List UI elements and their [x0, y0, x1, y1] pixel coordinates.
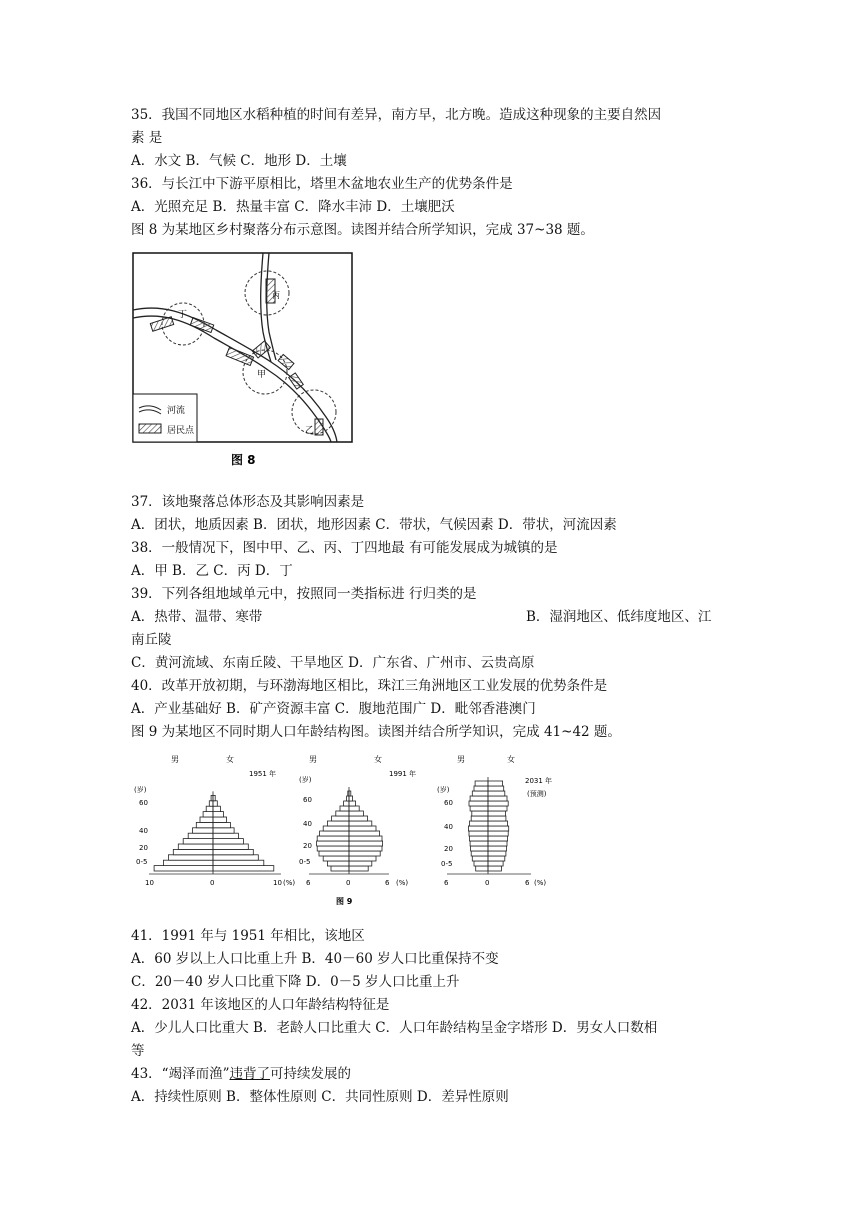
pyramid-2031-ytick-0-5: 0-5 [441, 860, 453, 868]
pyramid-1991-female-bar-5 [349, 841, 383, 846]
pyramid-2031-female-bar-16 [488, 786, 504, 791]
pyramid-2031-female-bar-1 [488, 861, 503, 866]
pyramid-1991-female-bar-9 [349, 821, 372, 826]
pyramid-2031-female-bar-12 [488, 806, 507, 811]
pyramid-2031-male-bar-10 [471, 816, 488, 821]
pyramid-1991-female-bar-7 [349, 831, 380, 836]
pyramid-1991-percent-unit: (%) [396, 879, 409, 887]
pyramid-2031-male-bar-11 [472, 811, 488, 816]
pyramid-1991-female-bar-1 [349, 861, 372, 866]
pyramid-1951-male-bar-11 [206, 806, 213, 811]
pyramid-1951-female-bar-4 [213, 844, 248, 849]
question-40-options: A．产业基础好 B．矿产资源丰富 C．腹地范围广 D．毗邻香港澳门 [131, 701, 536, 717]
pyramid-1951-ytick-20: 20 [139, 844, 148, 852]
question-38-stem: 38．一般情况下，图中甲、乙、丙、丁四地最 有可能发展成为城镇的是 [131, 540, 558, 556]
pyramid-1951-male-bar-12 [209, 801, 213, 806]
pyramid-1951-female-bar-0 [213, 866, 274, 871]
question-39-options-cd: C．黄河流域、东南丘陵、干旱地区 D．广东省、广州市、云贵高原 [131, 655, 535, 671]
pyramid-1951-female-bar-9 [213, 817, 227, 822]
pyramid-1951-ytick-60: 60 [139, 799, 148, 807]
pyramid-1951-male-bar-9 [200, 817, 213, 822]
pyramid-1951-ytick-40: 40 [139, 827, 148, 835]
pyramid-1991-female-bar-3 [349, 851, 380, 856]
pyramid-2031-female-bar-9 [488, 821, 508, 826]
pyramid-1991-male-bar-10 [332, 816, 349, 821]
pyramid-2031-female-bar-0 [488, 866, 501, 871]
pyramid-2031-female-bar-13 [488, 801, 508, 806]
pyramid-1991-female-bar-2 [349, 856, 376, 861]
pyramid-1991-female-bar-14 [349, 796, 353, 801]
pyramid-1991-female-bar-11 [349, 811, 363, 816]
pyramid-1951-male-bar-5 [183, 839, 213, 844]
pyramid-1991-xtick-right: 6 [385, 879, 390, 887]
pyramid-1991-female-bar-10 [349, 816, 368, 821]
pyramid-1951-male-bar-2 [168, 855, 213, 860]
pyramid-2031-male-bar-9 [470, 821, 489, 826]
pyramid-1991-ytick-40: 40 [303, 820, 312, 828]
pyramid-1991-male-bar-11 [336, 811, 349, 816]
pyramid-2031-female-label: 女 [507, 755, 515, 764]
pyramid-2031-female-bar-17 [488, 781, 503, 786]
pyramid-1991-male-bar-7 [320, 831, 349, 836]
pyramid-1991-male-bar-4 [317, 846, 349, 851]
pyramid-2031-male-bar-14 [470, 796, 488, 801]
pyramid-2031-male-bar-8 [468, 826, 488, 831]
pyramid-2031-male-bar-13 [469, 801, 488, 806]
question-41-options-ab: A．60 岁以上人口比重上升 B．40－60 岁人口比重保持不变 [131, 951, 499, 967]
pyramid-1951-male-bar-10 [203, 812, 213, 817]
question-42-stem: 42．2031 年该地区的人口年龄结构特征是 [131, 997, 390, 1013]
pyramid-2031-male-bar-1 [474, 861, 488, 866]
pyramid-2031-xtick-left: 6 [444, 879, 449, 887]
question-41-stem: 41．1991 年与 1951 年相比，该地区 [131, 928, 365, 944]
question-42-options-continued: 等 [131, 1043, 145, 1059]
pyramid-1951-female-bar-7 [213, 828, 234, 833]
pyramid-1991 [299, 754, 416, 887]
pyramid-1951-female-bar-3 [213, 849, 253, 854]
figure-8-intro: 图 8 为某地区乡村聚落分布示意图。读图并结合所学知识，完成 37~38 题。 [131, 222, 594, 238]
pyramid-2031-female-bar-3 [488, 851, 506, 856]
pyramid-1951-male-bar-0 [154, 866, 213, 871]
legend-settlement-label: 居民点 [167, 426, 195, 436]
pyramid-2031-male-bar-3 [471, 851, 488, 856]
pyramid-2031 [437, 754, 552, 887]
pyramid-1991-male-bar-1 [327, 861, 349, 866]
pyramid-2031-male-bar-6 [470, 836, 489, 841]
pyramid-1951-male-bar-7 [193, 828, 214, 833]
question-39-option-b-continued: 南丘陵 [131, 632, 172, 648]
pyramid-1951-male-label: 男 [171, 755, 179, 764]
label-bing: 丙 [272, 291, 280, 300]
pyramid-1991-male-bar-0 [331, 866, 349, 871]
pyramid-1991-female-bar-13 [349, 801, 356, 806]
pyramid-2031-male-bar-16 [474, 786, 488, 791]
figure-9-population-pyramids [131, 750, 561, 920]
pyramid-1991-male-bar-8 [323, 826, 349, 831]
question-43-stem-after: 可持续发展的 [269, 1066, 351, 1082]
pyramid-1951-xtick-right: 10 [273, 879, 282, 887]
pyramid-1991-female-bar-6 [349, 836, 382, 841]
pyramid-1951-percent-unit: (%) [283, 879, 296, 887]
pyramid-1991-male-bar-6 [317, 836, 349, 841]
pyramid-1951-male-bar-6 [188, 833, 213, 838]
pyramid-2031-male-bar-12 [470, 806, 488, 811]
pyramid-1951-female-label: 女 [226, 755, 234, 764]
pyramid-1951-female-bar-11 [213, 806, 220, 811]
pyramid-2031-male-bar-15 [472, 791, 488, 796]
question-43-stem-before: 43．“竭泽而渔” [131, 1066, 230, 1082]
pyramid-2031-ytick-40: 40 [444, 823, 453, 831]
pyramid-2031-ytick-60: 60 [444, 799, 453, 807]
pyramid-2031-female-bar-2 [488, 856, 505, 861]
figure-9-caption: 图 9 [336, 897, 353, 906]
pyramid-1951-female-bar-2 [213, 855, 258, 860]
pyramid-1991-ytick-0-5: 0-5 [299, 858, 311, 866]
settlement-yi-2 [315, 419, 323, 435]
pyramid-1991-female-bar-8 [349, 826, 376, 831]
pyramid-2031-female-bar-5 [488, 841, 507, 846]
question-37-stem: 37．该地聚落总体形态及其影响因素是 [131, 494, 365, 510]
question-39-option-a: A．热带、温带、寒带 [131, 609, 263, 625]
pyramid-1951-female-bar-12 [213, 801, 217, 806]
pyramid-1951-male-bar-8 [196, 822, 213, 827]
pyramid-2031-female-bar-11 [488, 811, 505, 816]
pyramid-1991-xtick-left: 6 [306, 879, 311, 887]
pyramid-1991-bars [317, 787, 383, 874]
pyramid-1991-male-label: 男 [309, 755, 317, 764]
pyramid-2031-male-bar-7 [469, 831, 488, 836]
pyramid-2031-male-bar-0 [476, 866, 488, 871]
pyramid-1991-male-bar-13 [344, 801, 349, 806]
pyramid-1991-female-label: 女 [374, 755, 382, 764]
pyramid-2031-forecast: (预测) [527, 790, 547, 798]
pyramid-1991-male-bar-2 [323, 856, 349, 861]
question-40-stem: 40．改革开放初期，与环渤海地区相比，珠江三角洲地区工业发展的优势条件是 [131, 678, 608, 694]
pyramid-2031-female-bar-14 [488, 796, 507, 801]
pyramid-1991-ytick-20: 20 [303, 842, 312, 850]
question-39-stem: 39．下列各组地域单元中，按照同一类指标进 行归类的是 [131, 586, 477, 602]
figure-8-caption: 图 8 [231, 453, 256, 467]
question-43-stem [131, 1064, 351, 1084]
pyramid-2031-female-bar-10 [488, 816, 506, 821]
pyramid-2031-male-bar-5 [470, 841, 488, 846]
pyramid-1951-male-bar-1 [163, 860, 213, 865]
pyramid-2031-percent-unit: (%) [534, 879, 547, 887]
pyramid-2031-female-bar-15 [488, 791, 505, 796]
pyramid-1991-male-bar-3 [319, 851, 349, 856]
question-37-options: A．团状，地质因素 B．团状，地形因素 C．带状，气候因素 D．带状，河流因素 [131, 517, 617, 533]
pyramid-1951 [134, 754, 295, 887]
pyramid-1991-ytick-60: 60 [303, 796, 312, 804]
question-42-options: A．少儿人口比重大 B．老龄人口比重大 C．人口年龄结构呈金字塔形 D．男女人口数相 [131, 1020, 658, 1036]
pyramid-2031-year: 2031 年 [525, 777, 553, 785]
question-39-option-b: B．湿润地区、低纬度地区、江 [526, 609, 712, 625]
question-35-options: A．水文 B．气候 C．地形 D．土壤 [131, 153, 347, 169]
question-43-underlined: 违背了 [229, 1066, 270, 1082]
question-35-stem: 35．我国不同地区水稻种植的时间有差异，南方早，北方晚。造成这种现象的主要自然因 [131, 107, 662, 123]
pyramid-1991-male-bar-9 [327, 821, 349, 826]
question-43-options: A．持续性原则 B．整体性原则 C．共同性原则 D．差异性原则 [131, 1089, 509, 1105]
pyramid-1951-female-bar-5 [213, 839, 243, 844]
pyramid-1951-xtick-left: 10 [145, 879, 154, 887]
legend-river-label: 河流 [167, 406, 186, 416]
figure-9-intro: 图 9 为某地区不同时期人口年龄结构图。读图并结合所学知识，完成 41~42 题。 [131, 724, 621, 740]
pyramid-1991-year: 1991 年 [389, 770, 417, 778]
pyramid-2031-male-label: 男 [457, 755, 465, 764]
pyramid-1991-female-bar-4 [349, 846, 382, 851]
figure-8-settlement-map [131, 252, 361, 477]
pyramid-1951-male-bar-3 [173, 849, 213, 854]
label-ding: 丁 [178, 310, 188, 320]
pyramid-2031-female-bar-6 [488, 836, 508, 841]
question-41-options-cd: C．20－40 岁人口比重下降 D．0－5 岁人口比重上升 [131, 974, 460, 990]
legend-settlement-swatch [139, 424, 161, 433]
pyramid-2031-male-bar-2 [472, 856, 488, 861]
pyramid-2031-xtick-center: 0 [485, 879, 490, 887]
pyramid-1951-xtick-center: 0 [210, 879, 215, 887]
pyramid-2031-age-unit: (岁) [437, 786, 450, 794]
pyramid-2031-female-bar-7 [488, 831, 508, 836]
pyramid-1991-age-unit: (岁) [299, 776, 312, 784]
question-36-options: A．光照充足 B．热量丰富 C．降水丰沛 D．土壤肥沃 [131, 199, 455, 215]
pyramid-1951-ytick-0-5: 0-5 [136, 858, 148, 866]
pyramid-1951-male-bar-4 [178, 844, 213, 849]
pyramid-2031-xtick-right: 6 [525, 879, 530, 887]
pyramid-2031-female-bar-8 [488, 826, 509, 831]
pyramid-1951-year: 1951 年 [249, 770, 277, 778]
question-36-stem: 36．与长江中下游平原相比，塔里木盆地农业生产的优势条件是 [131, 176, 513, 192]
pyramid-1951-female-bar-1 [213, 860, 264, 865]
question-38-options: A．甲 B．乙 C．丙 D．丁 [131, 563, 293, 579]
pyramid-1991-male-bar-5 [317, 841, 349, 846]
pyramid-1991-female-bar-12 [349, 806, 359, 811]
pyramid-1951-female-bar-6 [213, 833, 238, 838]
label-yi: 乙 [305, 426, 315, 436]
pyramid-1991-xtick-center: 0 [346, 879, 351, 887]
pyramid-1951-age-unit: (岁) [134, 786, 147, 794]
pyramid-2031-male-bar-17 [475, 781, 488, 786]
pyramid-2031-ytick-20: 20 [444, 845, 453, 853]
pyramid-1951-bars [154, 791, 274, 874]
pyramid-1991-female-bar-0 [349, 866, 368, 871]
pyramid-2031-male-bar-4 [471, 846, 488, 851]
pyramid-2031-bars [468, 777, 508, 874]
pyramid-2031-female-bar-4 [488, 846, 507, 851]
question-35-stem-continued: 素 是 [131, 130, 163, 146]
pyramid-1991-male-bar-12 [340, 806, 349, 811]
pyramid-1951-female-bar-10 [213, 812, 224, 817]
pyramid-1951-female-bar-8 [213, 822, 230, 827]
label-jia: 甲 [257, 370, 267, 380]
